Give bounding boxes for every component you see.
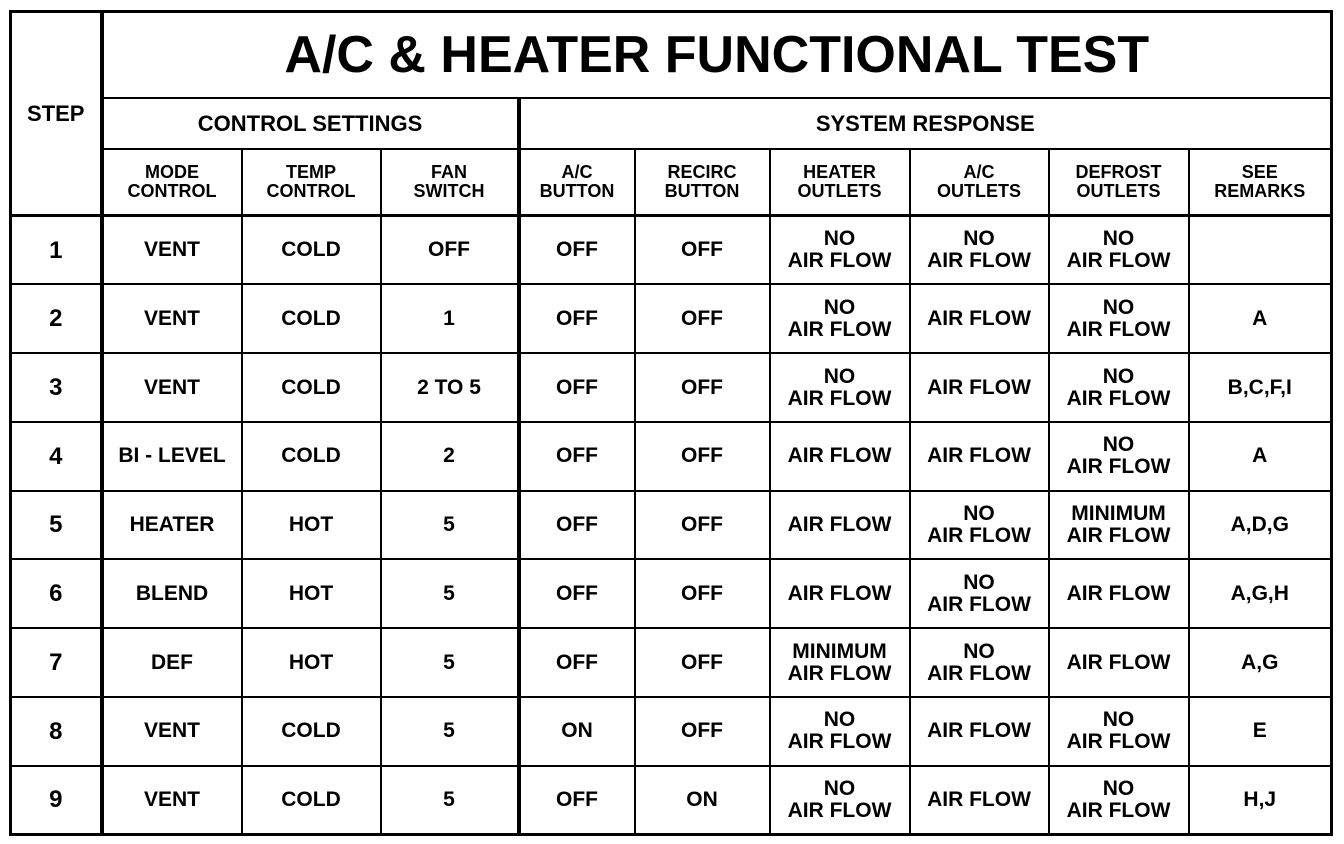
cell-defrost-outlets [1049, 491, 1189, 560]
column-header-temp-control [242, 149, 381, 216]
cell-text: OUTLETS [797, 181, 882, 202]
cell-text: 5 [443, 719, 455, 743]
cell-text: NO [963, 639, 995, 663]
cell-text: NO [963, 502, 995, 526]
cell-ac-button [519, 697, 635, 766]
cell-text: AIR FLOW [787, 444, 892, 468]
table-row [11, 216, 1332, 285]
step-number: 6 [11, 559, 102, 628]
cell-recirc-button [635, 697, 770, 766]
cell-temp-control [242, 697, 381, 766]
column-header-ac-outlets [910, 149, 1049, 216]
cell-see-remarks [1189, 628, 1332, 697]
cell-text: ON [686, 787, 718, 811]
cell-mode-control [102, 422, 242, 491]
cell-fan-switch [381, 766, 519, 835]
cell-text: AIR FLOW [927, 249, 1031, 273]
cell-heater-outlets [770, 216, 910, 285]
cell-text: AIR FLOW [1066, 317, 1171, 341]
cell-text: A [1252, 306, 1268, 330]
cell-ac-outlets [910, 559, 1049, 628]
cell-text: NO [1102, 708, 1135, 732]
cell-heater-outlets [770, 697, 910, 766]
cell-text: SWITCH [413, 181, 485, 202]
cell-ac-outlets [910, 491, 1049, 560]
system-response-header: SYSTEM RESPONSE [519, 98, 1332, 149]
cell-mode-control [102, 284, 242, 353]
cell-defrost-outlets [1049, 353, 1189, 422]
cell-text: OFF [556, 650, 598, 674]
cell-text: OFF [681, 719, 723, 743]
cell-text: E [1252, 719, 1267, 743]
control-settings-header: CONTROL SETTINGS [102, 98, 519, 149]
cell-text: AIR FLOW [1066, 524, 1171, 548]
cell-see-remarks [1189, 422, 1332, 491]
table-row [11, 491, 1332, 560]
cell-text: HEATER [129, 513, 215, 537]
cell-recirc-button [635, 422, 770, 491]
cell-text: OFF [556, 513, 598, 537]
cell-recirc-button [635, 559, 770, 628]
column-header-mode-control [102, 149, 242, 216]
cell-text: AIR FLOW [787, 249, 892, 273]
cell-defrost-outlets [1049, 559, 1189, 628]
cell-text: AIR FLOW [1066, 249, 1171, 273]
cell-ac-outlets [910, 628, 1049, 697]
functional-test-table [9, 10, 1333, 836]
cell-fan-switch [381, 628, 519, 697]
cell-text: OUTLETS [937, 181, 1021, 202]
cell-text: NO [823, 227, 856, 251]
cell-ac-button [519, 559, 635, 628]
cell-text: A [1252, 444, 1268, 468]
cell-mode-control [102, 491, 242, 560]
cell-ac-button [519, 422, 635, 491]
cell-text: OFF [681, 513, 723, 537]
cell-temp-control [242, 216, 381, 285]
cell-text: COLD [281, 375, 341, 399]
cell-text: OFF [681, 306, 723, 330]
cell-fan-switch [381, 697, 519, 766]
cell-heater-outlets [770, 766, 910, 835]
cell-heater-outlets [770, 353, 910, 422]
cell-text: A,D,G [1230, 513, 1289, 537]
cell-heater-outlets [770, 491, 910, 560]
cell-fan-switch [381, 353, 519, 422]
cell-text: COLD [281, 719, 341, 743]
cell-ac-outlets [910, 766, 1049, 835]
cell-mode-control [102, 766, 242, 835]
cell-text: HOT [288, 513, 334, 537]
cell-mode-control [102, 628, 242, 697]
cell-see-remarks [1189, 697, 1332, 766]
cell-text: AIR FLOW [1066, 455, 1171, 479]
cell-text: 5 [443, 787, 455, 811]
step-number: 8 [11, 697, 102, 766]
cell-text: 2 [443, 444, 455, 468]
cell-text: MINIMUM [792, 639, 887, 663]
cell-text: AIR FLOW [787, 581, 892, 605]
cell-text: AIR FLOW [927, 592, 1031, 616]
cell-recirc-button [635, 353, 770, 422]
column-header-ac-button [519, 149, 635, 216]
cell-text: AIR FLOW [787, 386, 892, 410]
cell-text: VENT [143, 719, 200, 743]
cell-recirc-button [635, 628, 770, 697]
table-row [11, 422, 1332, 491]
cell-text: DEF [151, 650, 193, 674]
column-header-recirc-button [635, 149, 770, 216]
cell-text: VENT [143, 375, 200, 399]
cell-ac-button [519, 284, 635, 353]
cell-text: VENT [143, 238, 200, 262]
cell-text: BLEND [135, 581, 209, 605]
column-header-fan-switch [381, 149, 519, 216]
cell-text: OFF [556, 375, 598, 399]
cell-recirc-button [635, 284, 770, 353]
cell-defrost-outlets [1049, 697, 1189, 766]
cell-text: NO [1102, 295, 1135, 319]
cell-temp-control [242, 353, 381, 422]
cell-text: SEE [1241, 162, 1278, 183]
cell-temp-control [242, 628, 381, 697]
cell-text: DEFROST [1075, 162, 1162, 183]
cell-text: AIR FLOW [787, 661, 892, 685]
cell-text: REMARKS [1214, 181, 1306, 202]
cell-text: VENT [143, 306, 200, 330]
cell-ac-button [519, 628, 635, 697]
cell-defrost-outlets [1049, 284, 1189, 353]
cell-see-remarks [1189, 491, 1332, 560]
column-header-row [11, 149, 1332, 216]
cell-fan-switch [381, 491, 519, 560]
cell-text: OFF [556, 581, 598, 605]
cell-text: A/C [561, 162, 593, 183]
cell-text: HOT [288, 650, 334, 674]
cell-recirc-button [635, 216, 770, 285]
column-header-defrost-outlets [1049, 149, 1189, 216]
cell-temp-control [242, 491, 381, 560]
cell-defrost-outlets [1049, 422, 1189, 491]
cell-ac-button [519, 353, 635, 422]
cell-text: 2 TO 5 [417, 375, 481, 399]
cell-recirc-button [635, 491, 770, 560]
cell-text: HEATER [803, 162, 876, 183]
table-row [11, 559, 1332, 628]
cell-text: BUTTON [664, 181, 740, 202]
cell-text: CONTROL [127, 181, 217, 202]
cell-text: RECIRC [667, 162, 737, 183]
cell-text: MINIMUM [1071, 502, 1166, 526]
cell-text: FAN [431, 162, 467, 183]
cell-mode-control [102, 697, 242, 766]
cell-text: A,G,H [1230, 581, 1289, 605]
cell-temp-control [242, 284, 381, 353]
cell-text: NO [823, 708, 856, 732]
cell-ac-outlets [910, 697, 1049, 766]
cell-defrost-outlets [1049, 628, 1189, 697]
cell-text: AIR FLOW [1066, 581, 1171, 605]
cell-text: OFF [556, 306, 598, 330]
cell-heater-outlets [770, 422, 910, 491]
cell-text: BI - LEVEL [118, 444, 226, 468]
cell-see-remarks [1189, 353, 1332, 422]
cell-text: 5 [443, 513, 455, 537]
cell-text: NO [1102, 433, 1135, 457]
cell-text: 1 [443, 306, 455, 330]
cell-text: AIR FLOW [1066, 386, 1171, 410]
cell-text: OFF [681, 650, 723, 674]
cell-temp-control [242, 559, 381, 628]
cell-heater-outlets [770, 628, 910, 697]
cell-ac-button [519, 491, 635, 560]
cell-defrost-outlets [1049, 766, 1189, 835]
cell-text: ON [561, 719, 593, 743]
cell-text: AIR FLOW [787, 317, 892, 341]
cell-see-remarks [1189, 559, 1332, 628]
cell-text: COLD [281, 238, 341, 262]
cell-fan-switch [381, 216, 519, 285]
step-number: 9 [11, 766, 102, 835]
cell-text: HOT [288, 581, 334, 605]
cell-text: NO [1102, 776, 1135, 800]
cell-text: 5 [443, 650, 455, 674]
cell-text: AIR FLOW [787, 730, 892, 754]
cell-text: B,C,F,I [1227, 375, 1292, 399]
column-header-heater-outlets [770, 149, 910, 216]
cell-ac-outlets [910, 216, 1049, 285]
cell-mode-control [102, 559, 242, 628]
cell-text: COLD [281, 444, 341, 468]
cell-fan-switch [381, 284, 519, 353]
cell-text: AIR FLOW [927, 661, 1031, 685]
cell-text: TEMP [285, 162, 336, 183]
cell-text: AIR FLOW [787, 513, 892, 537]
step-number: 5 [11, 491, 102, 560]
cell-mode-control [102, 353, 242, 422]
step-number: 7 [11, 628, 102, 697]
cell-text: OFF [681, 375, 723, 399]
step-header: STEP [11, 12, 102, 216]
cell-text: NO [963, 570, 995, 594]
cell-see-remarks [1189, 766, 1332, 835]
cell-temp-control [242, 422, 381, 491]
cell-text: VENT [143, 787, 200, 811]
cell-fan-switch [381, 422, 519, 491]
cell-text: NO [823, 295, 856, 319]
cell-text: OFF [681, 238, 723, 262]
cell-text: AIR FLOW [1066, 730, 1171, 754]
cell-text: A/C [963, 162, 995, 183]
cell-text: OFF [556, 238, 598, 262]
cell-text: NO [823, 776, 856, 800]
cell-temp-control [242, 766, 381, 835]
table-row [11, 353, 1332, 422]
cell-text: AIR FLOW [927, 444, 1031, 468]
cell-recirc-button [635, 766, 770, 835]
cell-text: OFF [428, 238, 470, 262]
column-header-see-remarks [1189, 149, 1332, 216]
cell-text: NO [823, 364, 856, 388]
cell-text: NO [963, 227, 995, 251]
cell-text: BUTTON [539, 181, 615, 202]
cell-heater-outlets [770, 559, 910, 628]
table-row [11, 284, 1332, 353]
cell-text: CONTROL [266, 181, 356, 202]
cell-ac-outlets [910, 353, 1049, 422]
cell-text: 5 [443, 581, 455, 605]
cell-text: AIR FLOW [927, 375, 1031, 399]
cell-fan-switch [381, 559, 519, 628]
cell-text: NO [1102, 364, 1135, 388]
cell-text: COLD [281, 787, 341, 811]
step-number: 2 [11, 284, 102, 353]
cell-text: AIR FLOW [787, 798, 892, 822]
table-row [11, 697, 1332, 766]
cell-text: AIR FLOW [927, 306, 1031, 330]
cell-ac-outlets [910, 422, 1049, 491]
cell-mode-control [102, 216, 242, 285]
step-number: 4 [11, 422, 102, 491]
cell-text: MODE [145, 162, 199, 183]
cell-text: A,G [1241, 650, 1279, 674]
step-number: 3 [11, 353, 102, 422]
cell-text: COLD [281, 306, 341, 330]
cell-text: AIR FLOW [1066, 798, 1171, 822]
cell-ac-outlets [910, 284, 1049, 353]
step-number: 1 [11, 216, 102, 285]
cell-text: H,J [1243, 787, 1277, 811]
cell-text: AIR FLOW [927, 787, 1031, 811]
cell-text: AIR FLOW [927, 524, 1031, 548]
cell-text: AIR FLOW [927, 719, 1031, 743]
cell-heater-outlets [770, 284, 910, 353]
cell-text: AIR FLOW [1066, 650, 1171, 674]
cell-text: OFF [681, 581, 723, 605]
cell-ac-button [519, 216, 635, 285]
table-row [11, 766, 1332, 835]
cell-text: OFF [681, 444, 723, 468]
page-title: A/C & HEATER FUNCTIONAL TEST [102, 12, 1332, 99]
cell-see-remarks [1189, 284, 1332, 353]
cell-text: OFF [556, 444, 598, 468]
cell-text: OUTLETS [1076, 181, 1161, 202]
cell-text: NO [1102, 227, 1135, 251]
cell-defrost-outlets [1049, 216, 1189, 285]
table-row [11, 628, 1332, 697]
cell-ac-button [519, 766, 635, 835]
cell-see-remarks [1189, 216, 1332, 285]
cell-text: OFF [556, 787, 598, 811]
